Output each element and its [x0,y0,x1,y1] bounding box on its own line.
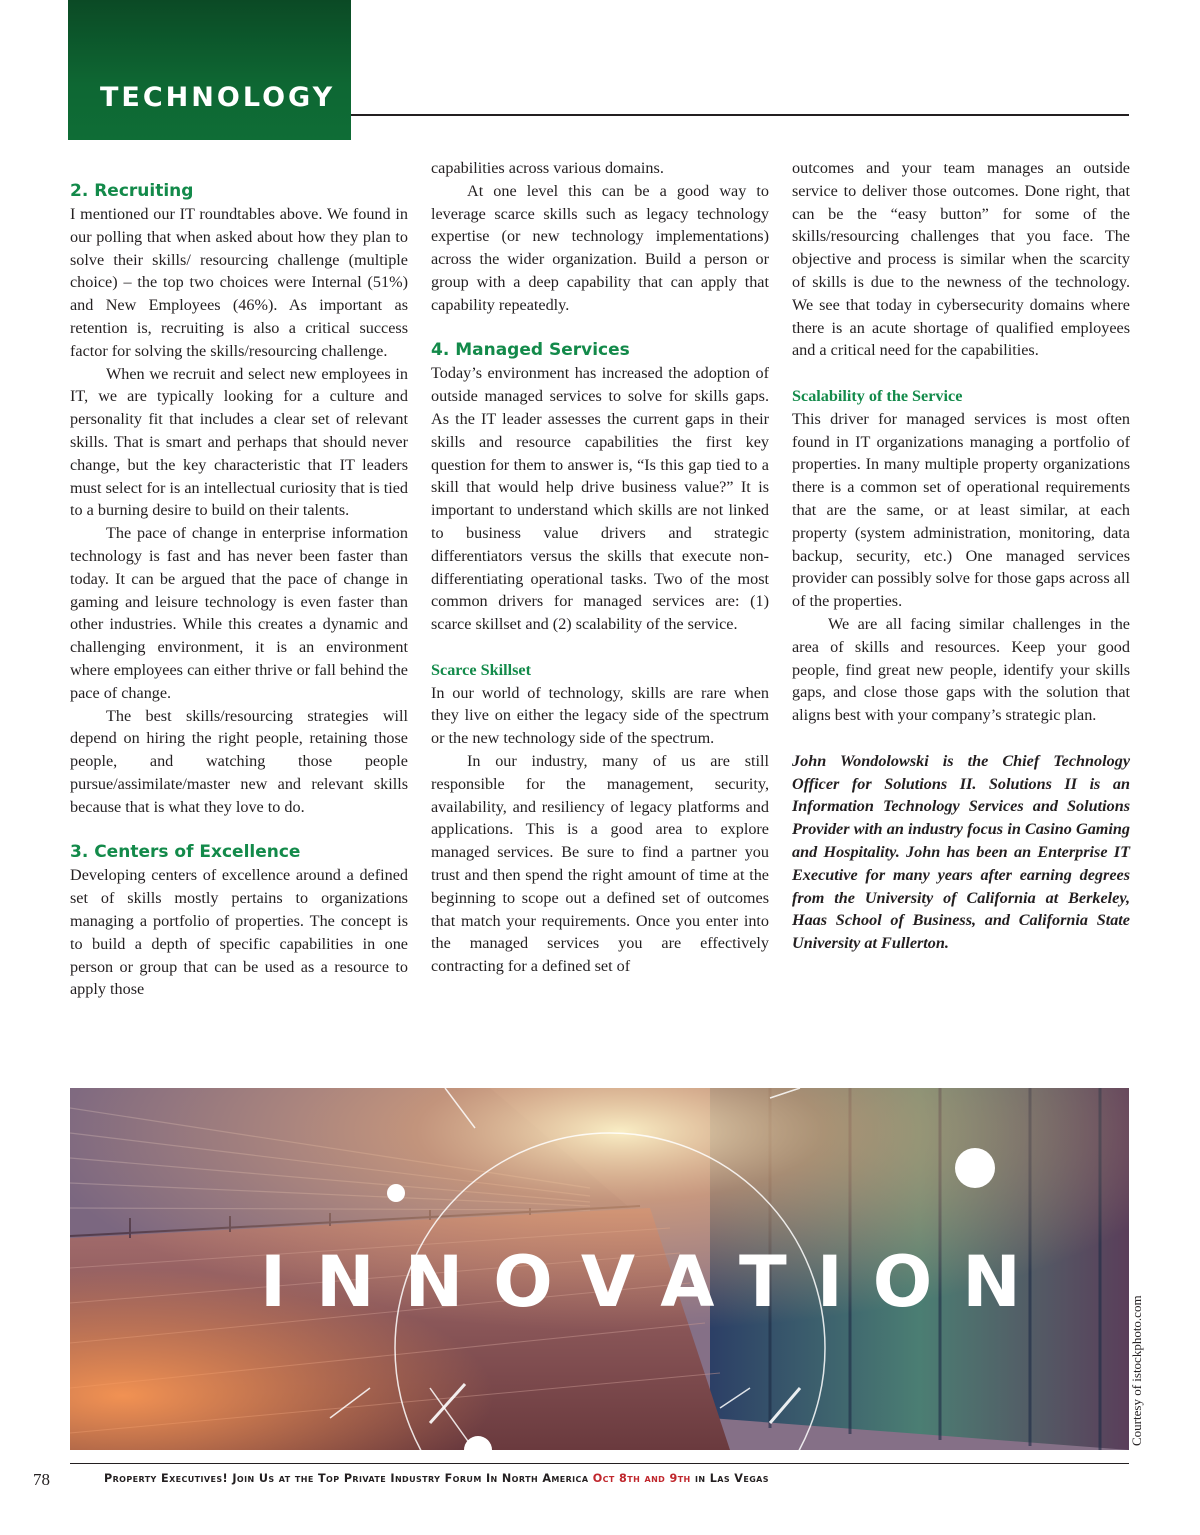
paragraph: The pace of change in enterprise information technology is fast and has never been faster than today. It can be argued that the pace of change in gaming and leisure technology is even faster than other industries. While this creates a dynamic and challenging environment, it is an environment where employees can either thrive or fall behind the pace of change. [70,524,408,702]
footer-banner-main: Property Executives! Join Us at the Top Private Industry Forum In North America [104,1472,589,1485]
innovation-photo [70,1088,1129,1450]
photo-credit [1127,1266,1147,1446]
paragraph: I mentioned our IT roundtables above. We found in our polling that when asked about how they plan to solve their skills/ resourcing challenge (multiple choice) – the top two choices were Internal (51%) and New Employees (46%). As important as retention is, recruiting is also a critical success factor for solving the skills/resourcing challenge. [70,205,408,360]
paragraph: We are all facing similar challenges in the area of skills and resources. Keep your good people, find great new people, identify your skills gaps, and close those gaps with the solution that aligns best with your company’s strategic plan. [792,614,1130,725]
footer-banner [104,1472,1124,1485]
paragraph: The best skills/resourcing strategies will depend on hiring the right people, retaining those people, and watching those people pursue/assimilate/master new and relevant skills because that is what they love to do. [70,706,408,816]
paragraph: In our industry, many of us are still responsible for the management, security, availability, and resiliency of legacy platforms and applications. This is a good area to explore managed services. Be sure to find a partner you trust and then spend the right amount of time at the beginning to scope out a defined set of outcomes that match your requirements. Once you enter into the managed services you are effectively contracting for a defined set of [431,751,769,976]
innovation-word: INNOVATION [260,1241,1051,1323]
paragraph: Today’s environment has increased the adoption of outside managed services to solve for skills gaps. As the IT leader assesses the current gaps in their skills and resource capabilities the first key question for them to answer is, “Is this gap tied to a skill that would help drive business value?” It is important to understand which skills are not linked to business value drivers and strategic differentiators versus the skills that execute non-differentiating operational tasks. Two of the most common drivers for managed services are: (1) scarce skillset and (2) scalability of the service. [431,364,769,634]
section-header-block [68,0,351,140]
column-2 [431,157,769,978]
footer-banner-dates: Oct 8th and 9th [592,1472,691,1485]
paragraph: This driver for managed services is most often found in IT organizations managing a portfolio of properties. In many multiple property organizations there is a common set of operational requirements that are the same, or at least similar, at each property (system administration, monitoring, data backup, security, etc.) One managed services provider can possibly solve for those gaps across all of the properties. [792,409,1130,611]
paragraph: Developing centers of excellence around a defined set of skills mostly pertains to organizations managing a portfolio of properties. The concept is to build a depth of specific capabilities in one person or group that can be used as a resource to apply those [70,866,408,999]
column-3 [792,157,1130,955]
footer-rule [70,1463,1129,1464]
heading-scalability: Scalability of the Service [792,386,963,405]
section-title: TECHNOLOGY [100,82,336,113]
author-bio: John Wondolowski is the Chief Technology Officer for Solutions II. Solutions II is an Information Technology Services and Solutions Provider with an industry focus in Casino Gaming and Hospitality. John has been an Enterprise IT Executive for many years after earning degrees from the University of California at Berkeley, Haas School of Business, and California State University at Fullerton. [792,751,1130,953]
heading-recruiting: 2. Recruiting [70,181,194,201]
header-rule [351,114,1129,116]
column-1 [70,180,408,1001]
page-number: 78 [33,1470,50,1489]
heading-scarce-skillset: Scarce Skillset [431,660,531,679]
paragraph: When we recruit and select new employees in IT, we are typically looking for a culture and personality fit that includes a clear set of relevant skills. That is smart and perhaps that should never change, but the key characteristic that IT leaders must select for is an intellectual curiosity that is tied to a burning desire to build on their talents. [70,364,408,520]
innovation-illustration [70,1088,1129,1450]
photo-credit-text: Courtesy of istockphoto.com [1129,1295,1144,1446]
heading-managed-services: 4. Managed Services [431,340,630,361]
paragraph: In our world of technology, skills are rare when they live on either the legacy side of the spectrum or the new technology side of the spectrum. [431,683,769,748]
paragraph: capabilities across various domains. [431,159,664,177]
heading-centers-of-excellence: 3. Centers of Excellence [70,842,301,863]
paragraph: At one level this can be a good way to leverage scarce skills such as legacy technology expertise (or new technology implementations) across the wider organization. Build a person or group with a deep capability that can apply that capability repeatedly. [431,181,769,314]
footer-banner-end: in Las Vegas [694,1472,769,1485]
paragraph: outcomes and your team manages an outside service to deliver those outcomes. Done right, that can be the “easy button” for some of the skills/resourcing challenges that you face. The objective and process is similar when the scarcity of skills is due to the newness of the technology. We see that today in cybersecurity domains where there is an acute shortage of qualified employees and a critical need for the capabilities. [792,159,1130,360]
